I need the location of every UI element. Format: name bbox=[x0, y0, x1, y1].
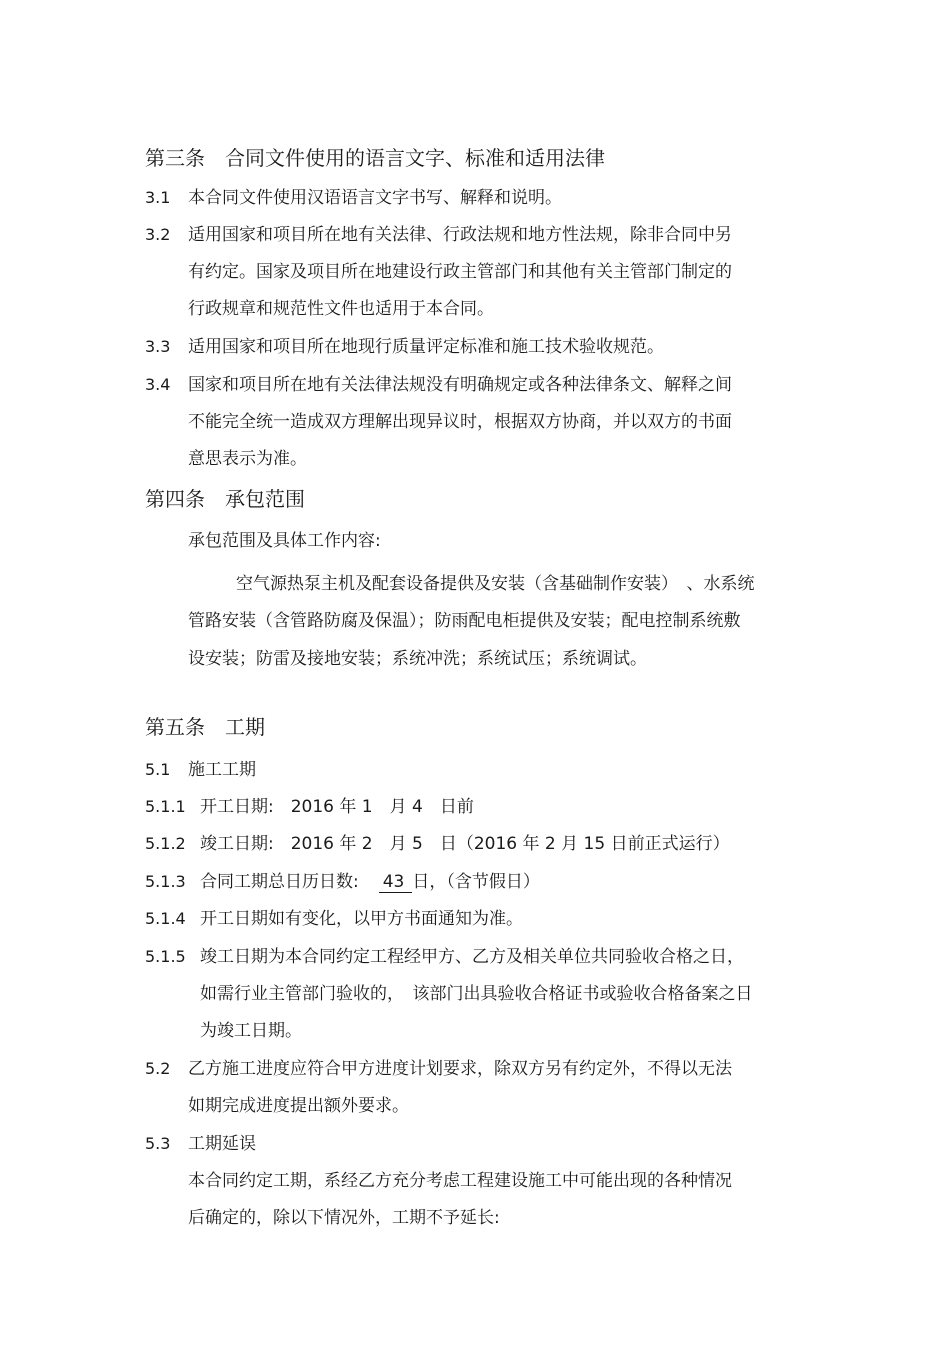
clause-number: 5.1.3 bbox=[145, 872, 186, 891]
clause-text: 乙方施工进度应符合甲方进度计划要求，除双方另有约定外，不得以无法 bbox=[188, 1059, 732, 1079]
clause-text: 开工日期如有变化，以甲方书面通知为准。 bbox=[200, 909, 523, 929]
completion-date-text: 竣工日期: 2016 年 2 月 5 日（2016 年 2 月 15 日前正式运行） bbox=[200, 834, 730, 854]
clause-text: 国家和项目所在地有关法律法规没有明确规定或各种法律条文、解释之间 bbox=[188, 375, 732, 395]
clause-text: 为竣工日期。 bbox=[200, 1021, 302, 1041]
clause-text: 施工工期 bbox=[188, 760, 256, 780]
clause-text: 有约定。国家及项目所在地建设行政主管部门和其他有关主管部门制定的 bbox=[188, 262, 732, 282]
clause-number: 3.1 bbox=[145, 188, 171, 207]
clause-text: 意思表示为准。 bbox=[188, 449, 307, 469]
clause-number: 5.1 bbox=[145, 760, 171, 779]
clause-number: 5.1.1 bbox=[145, 797, 186, 816]
clause-number: 5.1.5 bbox=[145, 947, 186, 966]
duration-text bbox=[200, 871, 540, 893]
start-date-text: 开工日期: 2016 年 1 月 4 日前 bbox=[200, 797, 474, 817]
clause-text: 如需行业主管部门验收的， 该部门出具验收合格证书或验收合格备案之日 bbox=[200, 984, 753, 1004]
clause-number: 5.1.4 bbox=[145, 909, 186, 928]
clause-text: 适用国家和项目所在地有关法律、行政法规和地方性法规，除非合同中另 bbox=[188, 225, 732, 245]
clause-text: 后确定的，除以下情况外，工期不予延长: bbox=[188, 1208, 500, 1228]
clause-text: 不能完全统一造成双方理解出现异议时，根据双方协商，并以双方的书面 bbox=[188, 412, 732, 432]
duration-prefix: 合同工期总日历日数: bbox=[200, 872, 359, 892]
clause-number: 5.3 bbox=[145, 1134, 171, 1153]
clause-text: 行政规章和规范性文件也适用于本合同。 bbox=[188, 299, 494, 319]
clause-number: 3.4 bbox=[145, 375, 171, 394]
clause-number: 3.3 bbox=[145, 337, 171, 356]
clause-number: 3.2 bbox=[145, 225, 171, 244]
clause-text: 适用国家和项目所在地现行质量评定标准和施工技术验收规范。 bbox=[188, 337, 664, 357]
scope-text: 管路安装（含管路防腐及保温）；防雨配电柜提供及安装；配电控制系统敷 bbox=[188, 611, 741, 631]
article-5-heading: 第五条 工期 bbox=[145, 715, 265, 739]
clause-text: 如期完成进度提出额外要求。 bbox=[188, 1096, 409, 1116]
scope-intro: 承包范围及具体工作内容: bbox=[188, 531, 381, 551]
article-4-heading: 第四条 承包范围 bbox=[145, 487, 305, 511]
clause-number: 5.1.2 bbox=[145, 834, 186, 853]
scope-text: 设安装；防雷及接地安装；系统冲洗；系统试压；系统调试。 bbox=[188, 649, 647, 669]
duration-suffix: 日，（含节假日） bbox=[412, 872, 540, 892]
duration-days-value: 43 bbox=[379, 873, 413, 893]
clause-text: 工期延误 bbox=[188, 1134, 256, 1154]
clause-text: 竣工日期为本合同约定工程经甲方、乙方及相关单位共同验收合格之日， bbox=[200, 947, 744, 967]
clause-text: 本合同文件使用汉语语言文字书写、解释和说明。 bbox=[188, 188, 562, 208]
article-3-heading: 第三条 合同文件使用的语言文字、标准和适用法律 bbox=[145, 146, 605, 170]
clause-text: 本合同约定工期，系经乙方充分考虑工程建设施工中可能出现的各种情况 bbox=[188, 1171, 732, 1191]
scope-text: 空气源热泵主机及配套设备提供及安装（含基础制作安装） 、水系统 bbox=[236, 574, 755, 594]
clause-number: 5.2 bbox=[145, 1059, 171, 1078]
